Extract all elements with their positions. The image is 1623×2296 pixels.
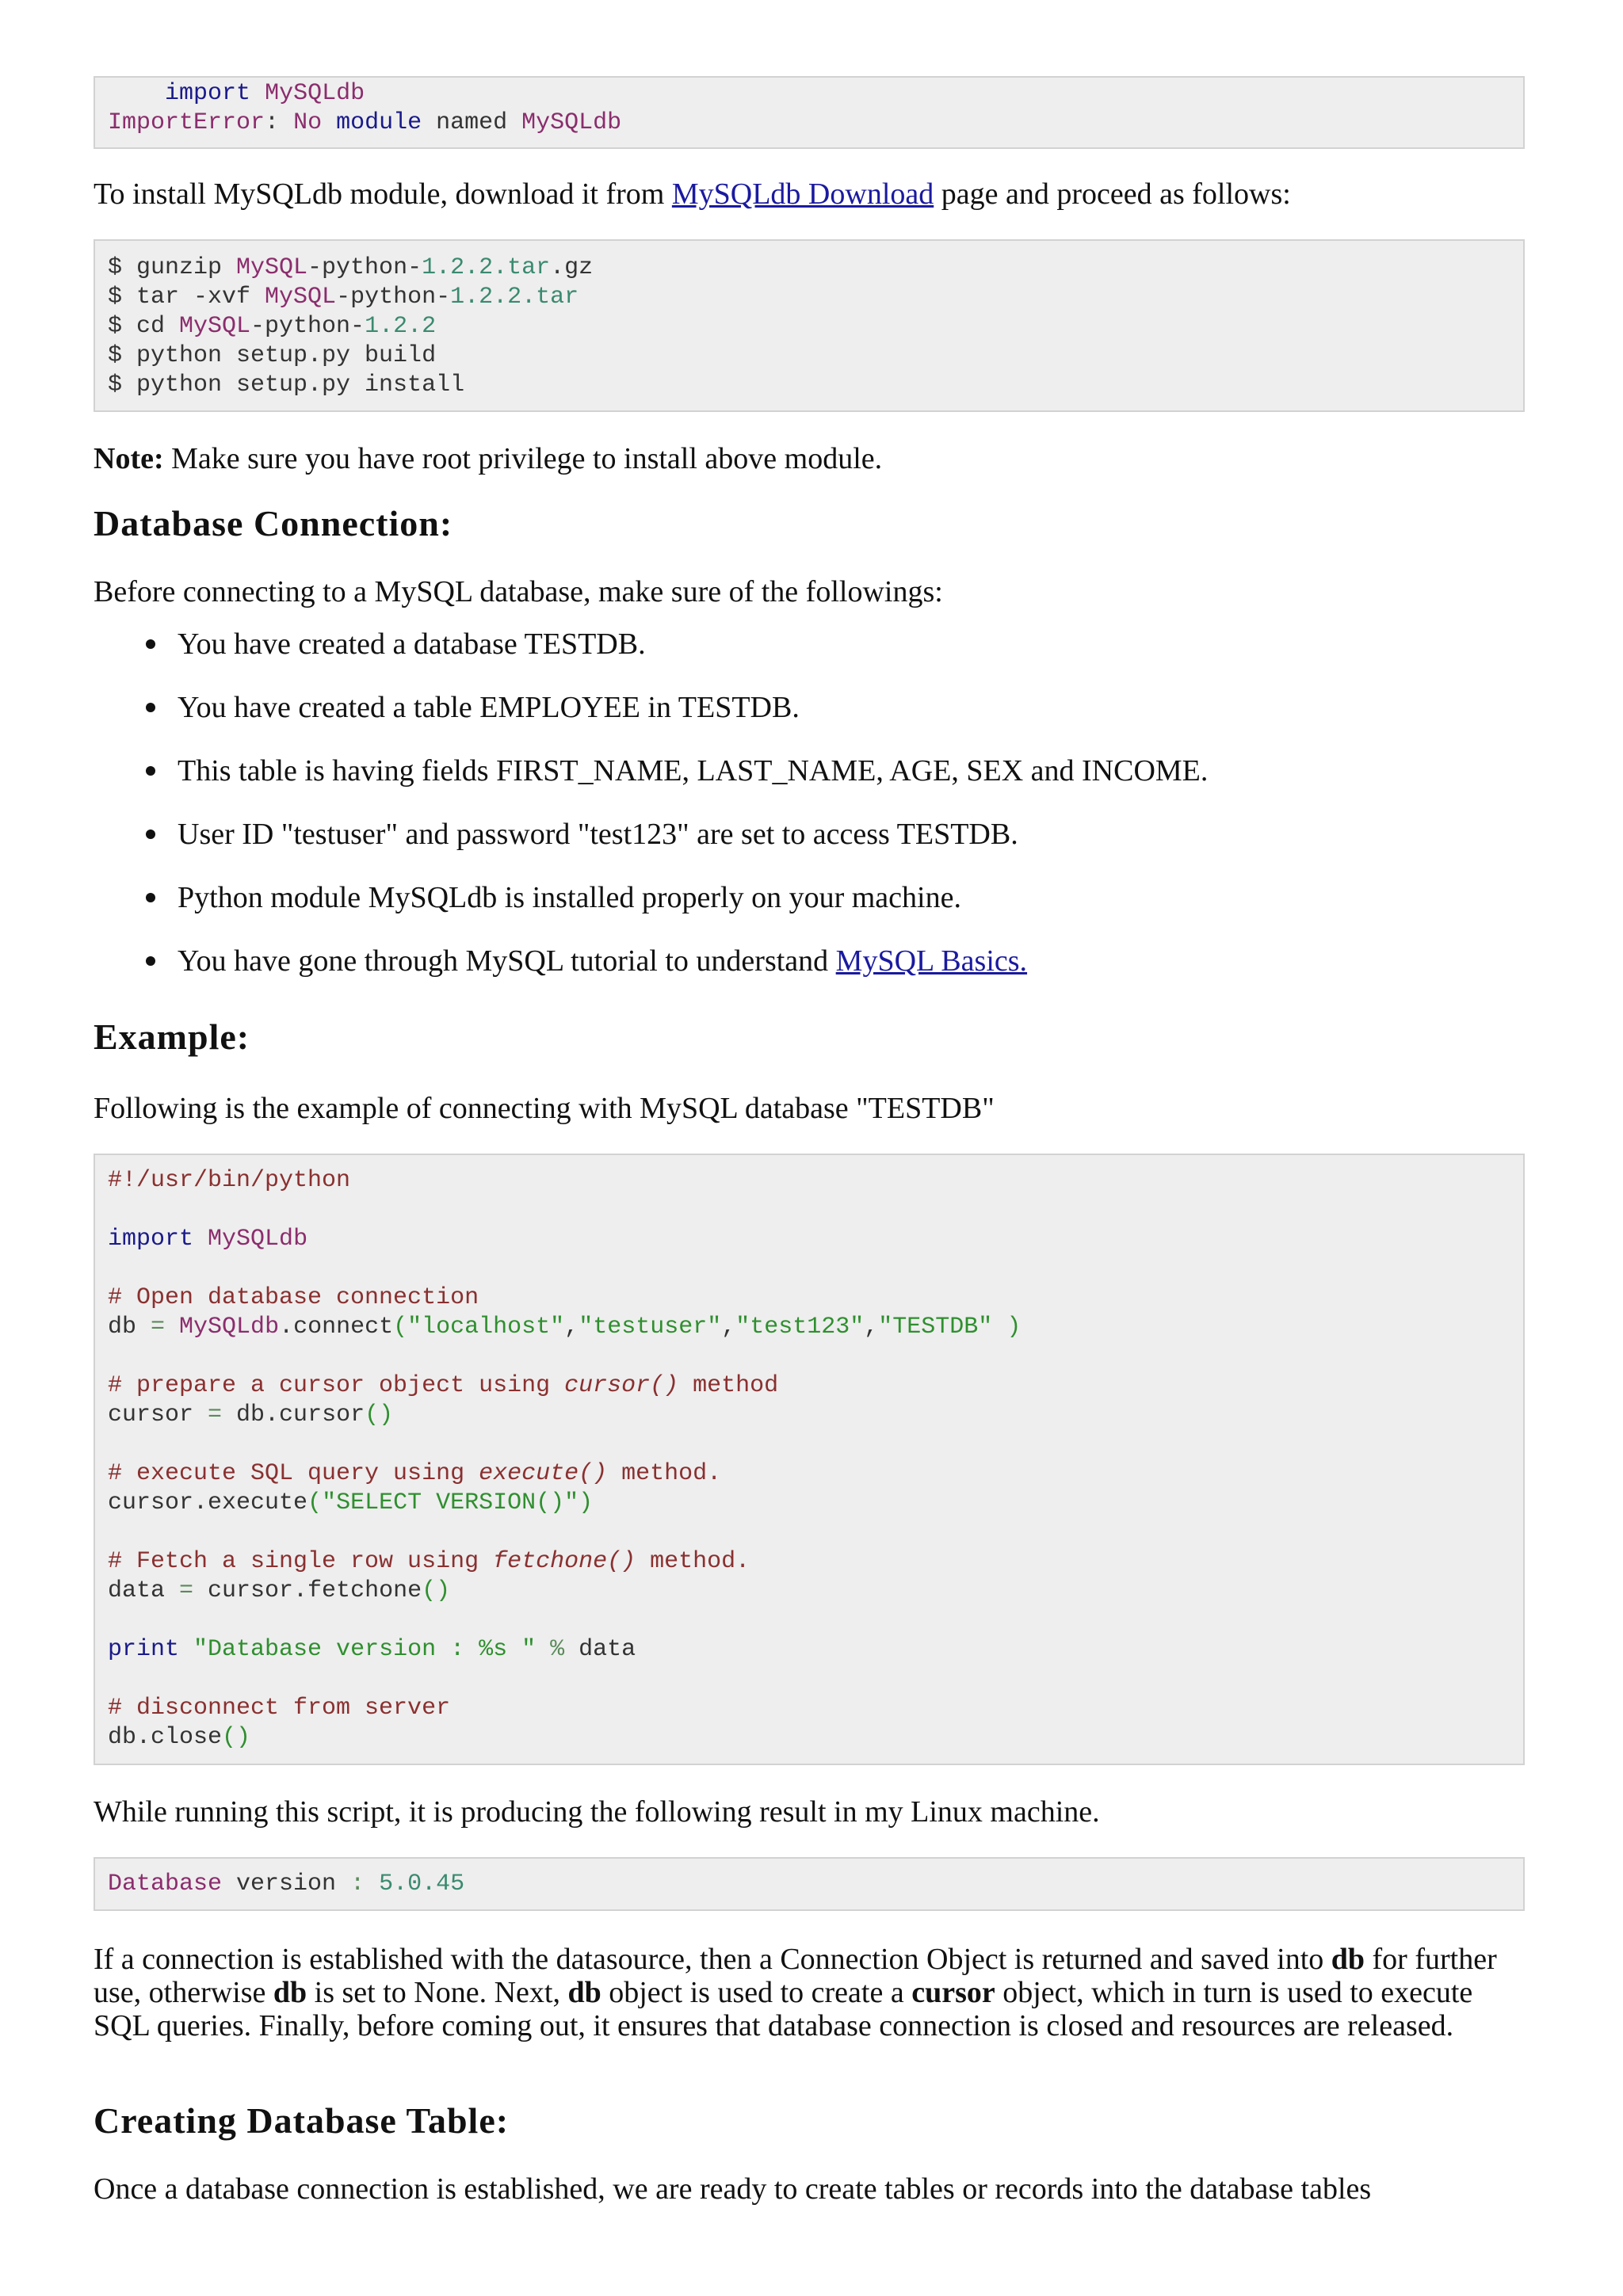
code-line: [108, 1518, 1523, 1547]
code-token: [179, 1636, 193, 1663]
code-token: MySQL: [265, 284, 337, 311]
code-token: (): [422, 1577, 451, 1604]
code-token: ,: [864, 1314, 879, 1341]
code-token: db.cursor: [222, 1402, 365, 1428]
code-line: [108, 1459, 1523, 1489]
install-paragraph: [94, 177, 1525, 211]
code-token: #!/usr/bin/python: [108, 1167, 351, 1194]
code-block-result: [94, 1857, 1525, 1911]
running-paragraph: While running this script, it is producing the following result in my Linux machine.: [94, 1795, 1100, 1829]
code-token: -python-: [307, 254, 422, 281]
explanation-text: object, which in turn is used to execute SQL queries. Finally, before coming out, it ensures that database connection is closed and resources are released.: [94, 1976, 1473, 2042]
code-token: (): [365, 1402, 394, 1428]
code-token: # Open database connection: [108, 1284, 479, 1311]
code-token: MySQLdb: [179, 1314, 280, 1341]
code-token: [322, 109, 336, 136]
list-item-text: You have created a table EMPLOYEE in TESTDB.: [178, 691, 800, 724]
explanation-text: If a connection is established with the datasource, then a Connection Object is returned and saved into: [94, 1943, 1331, 1976]
code-token: $ tar -xvf: [108, 284, 265, 311]
code-token: .gz: [550, 254, 594, 281]
code-token: .connect: [279, 1314, 394, 1341]
code-token: MySQLdb: [208, 1226, 308, 1253]
code-line: [108, 1225, 1523, 1254]
list-item: [94, 818, 1525, 881]
list-item-text: You have gone through MySQL tutorial to understand: [178, 944, 836, 978]
code-token: $ gunzip: [108, 254, 237, 281]
code-token: [108, 80, 165, 107]
code-token: No: [293, 109, 323, 136]
code-token: version: [222, 1871, 351, 1897]
explanation-text: object is used to create a: [601, 1976, 912, 2009]
mysql-basics-link[interactable]: MySQL Basics.: [835, 944, 1028, 978]
note-text: Make sure you have root privilege to install above module.: [163, 442, 883, 475]
code-line: [108, 312, 1523, 341]
code-token: cursor.execute: [108, 1489, 308, 1516]
code-line: [108, 1166, 1523, 1196]
code-token: import: [165, 80, 251, 107]
code-line: [108, 1694, 1523, 1723]
bullet-dot-icon: [146, 639, 155, 649]
code-line: [108, 1254, 1523, 1283]
mysqldb-download-link[interactable]: MySQLdb Download: [671, 177, 934, 211]
code-token: method.: [607, 1460, 722, 1487]
code-token: 5.0.45: [379, 1871, 465, 1897]
code-token: [536, 1636, 550, 1663]
code-token: cursor: [108, 1402, 208, 1428]
code-token: print: [108, 1636, 180, 1663]
code-token: =: [151, 1314, 166, 1341]
code-token: :: [350, 1871, 365, 1897]
code-token: method: [678, 1372, 779, 1399]
example-intro-paragraph: Following is the example of connecting with MySQL database "TESTDB": [94, 1092, 995, 1125]
code-token: MySQL: [236, 254, 308, 281]
code-token: (): [222, 1724, 251, 1751]
code-block-install: [94, 239, 1525, 412]
code-line: [108, 1196, 1523, 1225]
note-label: Note:: [94, 442, 164, 475]
code-token: "localhost": [407, 1314, 565, 1341]
install-text-before: To install MySQLdb module, download it from: [94, 177, 672, 211]
code-line: [108, 109, 1523, 138]
code-line: [108, 341, 1523, 371]
code-line: [108, 1665, 1523, 1694]
code-token: named: [422, 109, 522, 136]
bullet-dot-icon: [146, 766, 155, 776]
code-token: -python-: [250, 313, 365, 340]
code-token: data: [108, 1577, 180, 1604]
code-token: db.close: [108, 1724, 223, 1751]
code-token: =: [208, 1402, 223, 1428]
bold-term: db: [567, 1976, 601, 2009]
bullet-dot-icon: [146, 893, 155, 902]
code-token: (: [393, 1314, 408, 1341]
code-line: [108, 1371, 1523, 1401]
code-token: fetchone(): [493, 1548, 636, 1575]
creating-paragraph: Once a database connection is established, we are ready to create tables or records into the database tables: [94, 2172, 1372, 2206]
code-token: ): [992, 1314, 1022, 1341]
code-token: MySQLdb: [265, 80, 365, 107]
code-token: cursor.fetchone: [193, 1577, 422, 1604]
bold-term: db: [273, 1976, 307, 2009]
code-line: [108, 1635, 1523, 1665]
code-token: import: [108, 1226, 194, 1253]
code-token: ): [579, 1489, 594, 1516]
code-token: $ python setup.py install: [108, 372, 465, 399]
list-item-text: This table is having fields FIRST_NAME, LAST_NAME, AGE, SEX and INCOME.: [178, 754, 1209, 788]
code-token: [193, 1226, 208, 1253]
code-token: 1.2.2.tar: [422, 254, 551, 281]
bullet-dot-icon: [146, 703, 155, 712]
list-item: [94, 627, 1525, 691]
code-token: :: [265, 109, 294, 136]
code-line: [108, 254, 1523, 283]
code-token: method.: [636, 1548, 750, 1575]
code-token: execute(): [479, 1460, 608, 1487]
heading-example: Example:: [94, 1016, 250, 1057]
list-item: [94, 754, 1525, 818]
code-line: [108, 1401, 1523, 1430]
code-token: 1.2.2.tar: [450, 284, 579, 311]
code-token: # disconnect from server: [108, 1695, 451, 1722]
code-token: ImportError: [108, 109, 265, 136]
code-line: [108, 1870, 1523, 1899]
code-token: MySQL: [179, 313, 251, 340]
code-token: "SELECT VERSION()": [322, 1489, 579, 1516]
list-item: [94, 944, 1525, 1008]
list-item-text: Python module MySQLdb is installed properly on your machine.: [178, 881, 961, 914]
list-item: [94, 881, 1525, 944]
heading-database-connection: Database Connection:: [94, 503, 453, 543]
code-token: "test123": [735, 1314, 865, 1341]
code-token: "Database version : %s ": [193, 1636, 537, 1663]
code-token: =: [179, 1577, 194, 1604]
code-token: ,: [721, 1314, 736, 1341]
explanation-text: for further use, otherwise: [94, 1943, 1497, 2009]
prerequisites-list: [94, 627, 1525, 1008]
explanation-text: is set to None. Next,: [307, 1976, 568, 2009]
bold-term: db: [1331, 1943, 1365, 1976]
code-line: [108, 283, 1523, 312]
code-line: [108, 79, 1523, 109]
code-line: [108, 1723, 1523, 1753]
heading-creating-database-table: Creating Database Table:: [94, 2100, 510, 2141]
code-token: cursor(): [564, 1372, 679, 1399]
code-token: db: [108, 1314, 151, 1341]
code-token: # Fetch a single row using: [108, 1548, 494, 1575]
code-token: ,: [564, 1314, 579, 1341]
install-text-after: page and proceed as follows:: [934, 177, 1291, 211]
code-token: [365, 1871, 379, 1897]
note-paragraph: [94, 442, 1525, 475]
code-token: [250, 80, 265, 107]
code-line: [108, 1547, 1523, 1577]
code-block-import-error: [94, 76, 1525, 149]
code-token: # execute SQL query using: [108, 1460, 479, 1487]
list-item-text: User ID "testuser" and password "test123" are set to access TESTDB.: [178, 818, 1018, 851]
code-line: [108, 1283, 1523, 1313]
code-token: $ cd: [108, 313, 180, 340]
list-item: [94, 691, 1525, 754]
code-line: [108, 1313, 1523, 1342]
before-connecting-paragraph: Before connecting to a MySQL database, make sure of the followings:: [94, 575, 943, 608]
code-line: [108, 1489, 1523, 1518]
code-token: # prepare a cursor object using: [108, 1372, 565, 1399]
code-token: (: [307, 1489, 323, 1516]
code-line: [108, 1430, 1523, 1459]
code-token: MySQLdb: [521, 109, 622, 136]
code-token: $ python setup.py build: [108, 342, 437, 369]
list-item-text: You have created a database TESTDB.: [178, 627, 646, 661]
bullet-dot-icon: [146, 830, 155, 839]
code-token: 1.2.2: [365, 313, 437, 340]
code-token: data: [564, 1636, 636, 1663]
explanation-paragraph: [94, 1943, 1525, 2042]
code-line: [108, 371, 1523, 400]
code-token: -python-: [336, 284, 451, 311]
code-token: Database: [108, 1871, 223, 1897]
code-line: [108, 1577, 1523, 1606]
code-token: "testuser": [579, 1314, 722, 1341]
bold-term: cursor: [911, 1976, 995, 2009]
code-token: [165, 1314, 179, 1341]
code-token: module: [336, 109, 422, 136]
code-token: %: [550, 1636, 565, 1663]
code-token: "TESTDB": [878, 1314, 993, 1341]
code-block-example: [94, 1154, 1525, 1765]
code-line: [108, 1606, 1523, 1635]
bullet-dot-icon: [146, 956, 155, 966]
code-line: [108, 1342, 1523, 1371]
